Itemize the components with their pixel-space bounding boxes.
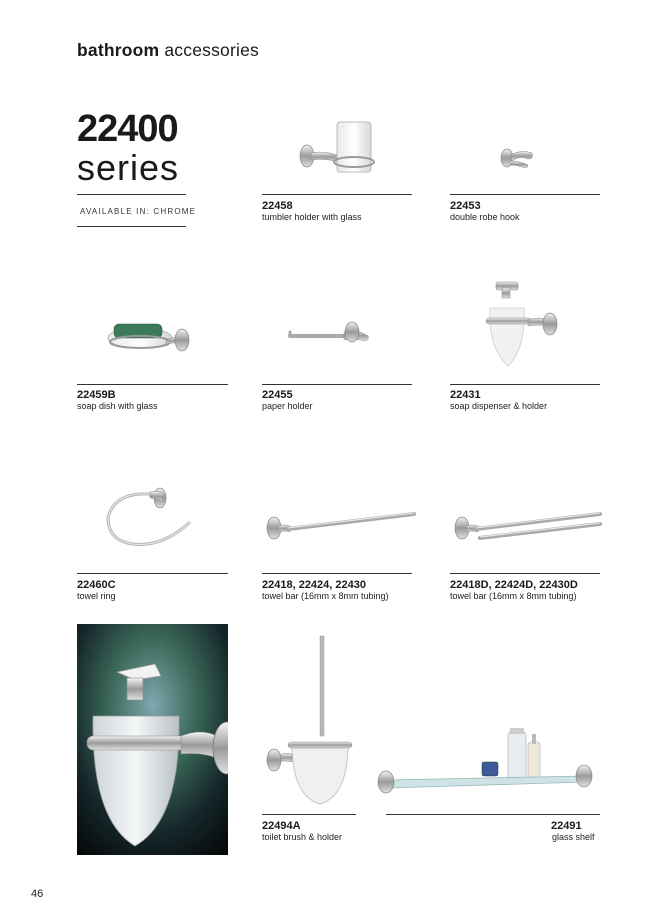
rule-22418 [262, 573, 412, 574]
product-desc: tumbler holder with glass [262, 212, 362, 222]
product-code: 22455 [262, 389, 293, 401]
product-desc: toilet brush & holder [262, 832, 343, 842]
product-code: 22418D, 22424D, 22430D [450, 579, 578, 591]
rule-22458 [262, 194, 412, 195]
page-number: 46 [31, 888, 44, 900]
product-desc: towel ring [77, 591, 116, 601]
availability-note: AVAILABLE IN: CHROME [80, 207, 197, 216]
series-number: 22400 [77, 108, 178, 150]
rule-22453 [450, 194, 600, 195]
rule-22491 [386, 814, 600, 815]
glass-shelf-image [372, 724, 598, 800]
product-code: 22460C [77, 579, 116, 591]
product-code: 22458 [262, 200, 293, 212]
product-desc: glass shelf [552, 832, 595, 842]
header-bold: bathroom [77, 40, 160, 60]
toilet-brush-image [262, 636, 352, 808]
product-desc: towel bar (16mm x 8mm tubing) [450, 591, 577, 601]
towel-ring-image [102, 484, 192, 554]
towel-bar-image [262, 508, 418, 544]
product-desc: soap dish with glass [77, 401, 158, 411]
product-code: 22431 [450, 389, 481, 401]
double-towel-bar-image [450, 508, 602, 544]
product-desc: double robe hook [450, 212, 520, 222]
product-code: 22453 [450, 200, 481, 212]
product-desc: towel bar (16mm x 8mm tubing) [262, 591, 389, 601]
paper-holder-image [286, 318, 376, 350]
soap-dispenser-photo [77, 624, 228, 855]
soap-dispenser-image [484, 278, 564, 370]
rule-22418D [450, 573, 600, 574]
rule-22494A [262, 814, 356, 815]
product-code: 22418, 22424, 22430 [262, 579, 366, 591]
soap-dish-image [102, 318, 192, 360]
rule-22455 [262, 384, 412, 385]
header-light: accessories [164, 40, 259, 60]
series-rule-bottom [77, 226, 186, 227]
product-desc: soap dispenser & holder [450, 401, 548, 411]
rule-22431 [450, 384, 600, 385]
tumbler-holder-image [295, 118, 385, 184]
series-word: series [77, 147, 180, 188]
product-desc: paper holder [262, 401, 313, 411]
series-rule-top [77, 194, 186, 195]
rule-22459B [77, 384, 228, 385]
robe-hook-image [498, 143, 540, 173]
product-code: 22491 [551, 820, 582, 832]
product-code: 22494A [262, 820, 301, 832]
product-code: 22459B [77, 389, 116, 401]
section-header [77, 40, 259, 61]
rule-22460C [77, 573, 228, 574]
